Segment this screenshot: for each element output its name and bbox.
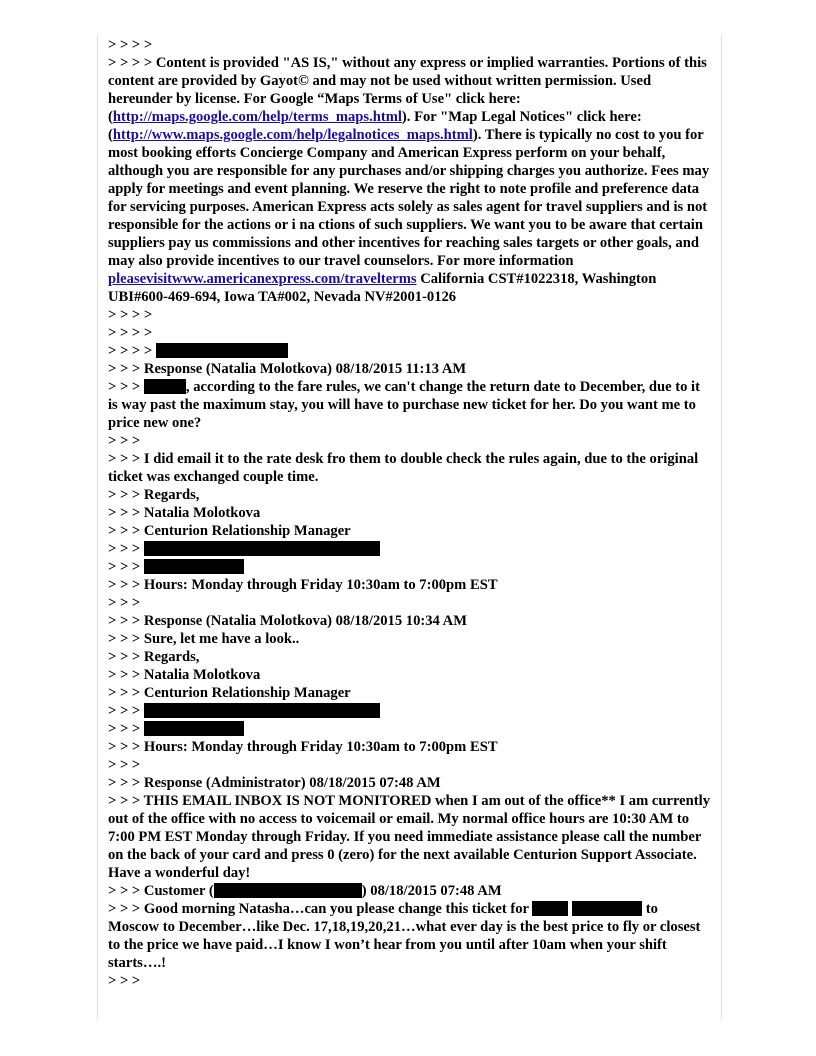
redaction-block — [214, 883, 362, 898]
customer-message: > > > Good morning Natasha…can you please change this ticket for to Moscow to December…like Dec. 17,18,19,20,21…what ever day is the best price to fly or closest to the price we have paid…I know I won’t hear from you until after 10am when your shift starts….! — [108, 901, 701, 971]
quote-line-redacted: > > > > — [108, 342, 712, 360]
redaction-block — [156, 343, 288, 358]
response-header: > > > Response (Natalia Molotkova) 08/18/2015 11:13 AM — [108, 361, 467, 377]
disclaimer-paragraph: > > > > Content is provided "AS IS," without any express or implied warranties. Portions of this content are provided by Gayot© and may not be used without written permission. Used hereunder by license. For Google “Maps Terms of Use" click here: (http://maps.google.com/help/terms_maps.html). For "Map Legal Notices" click here: (http://www.maps.google.com/help/legalnotices_maps.html). There is typically no cost to you for most booking efforts Concierge Company and American Express perform on your behalf, although you are responsible for any purchases and/or shipping charges you authorize. Fees may apply for meetings and event planning. We reserve the right to note profile and preference data for servicing purposes. American Express acts solely as sales agent for travel suppliers and is not responsible for the actions or i na ctions of such suppliers. We want you to be aware that certain suppliers pay us commissions and other incentives for reaching sales targets or other goals, and may also provide incentives to our travel counselors. For more information pleasevisitwww.americanexpress.com/travelterms California CST#1022318, Washington UBI#600-469-694, Iowa TA#002, Nevada NV#2001-0126 — [108, 55, 710, 305]
signature-title: > > > Centurion Relationship Manager — [108, 685, 351, 701]
response-body: > > > Sure, let me have a look.. — [108, 631, 300, 647]
quote-line: > > > > — [108, 325, 153, 341]
quote-line: > > > — [108, 757, 141, 773]
response-body: > > > , according to the fare rules, we can't change the return date to December, due to it is way past the maximum stay, you will have to purchase new ticket for her. Do you want me to price new one? — [108, 379, 700, 431]
customer-header: > > > Customer ( ) 08/18/2015 07:48 AM — [108, 883, 502, 899]
quote-line-redacted: > > > — [108, 540, 712, 558]
quote-line: > > > — [108, 433, 141, 449]
redaction-block — [532, 901, 568, 916]
redaction-block — [572, 901, 642, 916]
signature-regards: > > > Regards, — [108, 487, 200, 503]
email-thread — [108, 36, 712, 990]
redaction-block — [144, 541, 380, 556]
maps-legal-link[interactable]: http://www.maps.google.com/help/legalnotices_maps.html — [112, 127, 473, 143]
quote-line-redacted: > > > — [108, 702, 712, 720]
quote-line-redacted: > > > — [108, 720, 712, 738]
quote-prefix: > > > > — [108, 55, 153, 71]
auto-reply-body: > > > THIS EMAIL INBOX IS NOT MONITORED when I am out of the office** I am currently out of the office with no access to voicemail or email. My normal office hours are 10:30 AM to 7:00 PM EST Monday through Friday. If you need immediate assistance please call the number on the back of your card and press 0 (zero) for the next available Centurion Support Associate. Have a wonderful day! — [108, 793, 710, 881]
quote-line: > > > > — [108, 37, 153, 53]
signature-hours: > > > Hours: Monday through Friday 10:30am to 7:00pm EST — [108, 577, 498, 593]
signature-title: > > > Centurion Relationship Manager — [108, 523, 351, 539]
maps-terms-link[interactable]: http://maps.google.com/help/terms_maps.html — [112, 109, 402, 125]
signature-name: > > > Natalia Molotkova — [108, 667, 261, 683]
signature-hours: > > > Hours: Monday through Friday 10:30am to 7:00pm EST — [108, 739, 498, 755]
redaction-block — [144, 379, 186, 394]
travelterms-link[interactable]: pleasevisitwww.americanexpress.com/travelterms — [108, 271, 417, 287]
quote-line: > > > — [108, 973, 141, 989]
response-body: > > > I did email it to the rate desk fro them to double check the rules again, due to the original ticket was exchanged couple time. — [108, 451, 699, 485]
quote-line: > > > — [108, 595, 141, 611]
quote-line-redacted: > > > — [108, 558, 712, 576]
redaction-block — [144, 559, 244, 574]
response-header: > > > Response (Administrator) 08/18/2015 07:48 AM — [108, 775, 441, 791]
signature-name: > > > Natalia Molotkova — [108, 505, 261, 521]
response-header: > > > Response (Natalia Molotkova) 08/18/2015 10:34 AM — [108, 613, 467, 629]
quote-line: > > > > — [108, 307, 153, 323]
redaction-block — [144, 721, 244, 736]
signature-regards: > > > Regards, — [108, 649, 200, 665]
redaction-block — [144, 703, 380, 718]
